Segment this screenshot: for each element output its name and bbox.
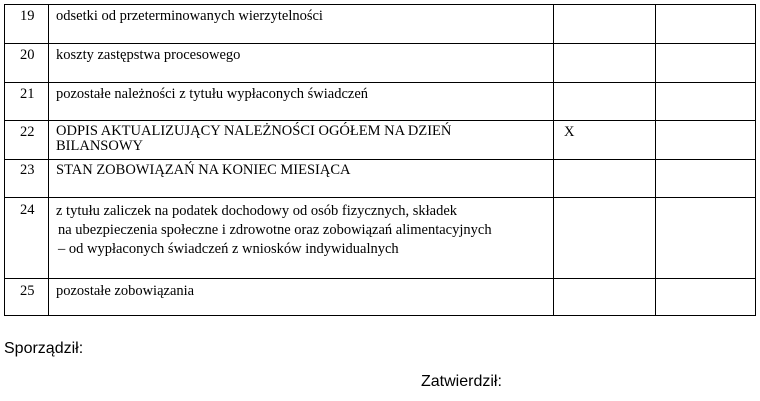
row-number: 25	[20, 283, 35, 299]
row-number: 20	[20, 47, 35, 63]
row-description: odsetki od przeterminowanych wierzytelności	[56, 8, 323, 24]
table-rule	[4, 278, 756, 279]
table-rule	[4, 315, 756, 316]
row-description-line: na ubezpieczenia społeczne i zdrowotne oraz zobowiązań alimentacyjnych	[58, 222, 492, 238]
table-rule	[4, 4, 756, 5]
row-description: koszty zastępstwa procesowego	[56, 47, 241, 63]
table-rule	[4, 159, 756, 160]
row-number: 23	[20, 162, 35, 178]
prepared-by-label: Sporządził:	[4, 340, 84, 357]
row-description-line: – od wypłaconych świadczeń z wniosków indywidualnych	[58, 241, 399, 257]
table-rule	[4, 197, 756, 198]
row-number: 21	[20, 86, 35, 102]
row-number: 19	[20, 8, 35, 24]
row-description: pozostałe zobowiązania	[56, 283, 195, 299]
table-rule	[4, 82, 756, 83]
table-rule	[4, 43, 756, 44]
row-description: ODPIS AKTUALIZUJĄCY NALEŻNOŚCI OGÓŁEM NA DZIEŃ BILANSOWY	[56, 123, 452, 154]
row-number: 22	[20, 124, 35, 140]
table-rule	[655, 4, 656, 316]
row-mark: X	[564, 124, 575, 140]
table-rule	[553, 4, 554, 316]
table-rule	[48, 4, 49, 316]
row-description: STAN ZOBOWIĄZAŃ NA KONIEC MIESIĄCA	[56, 162, 351, 178]
row-number: 24	[20, 202, 35, 218]
table-rule	[4, 120, 756, 121]
row-description	[56, 202, 552, 259]
approved-by-label: Zatwierdził:	[421, 373, 502, 390]
row-description-line: z tytułu zaliczek na podatek dochodowy od osób fizycznych, składek	[56, 203, 458, 219]
table-rule	[755, 4, 756, 316]
row-description: pozostałe należności z tytułu wypłaconych świadczeń	[56, 86, 369, 102]
table-rule	[4, 4, 5, 316]
report-table	[4, 4, 756, 316]
